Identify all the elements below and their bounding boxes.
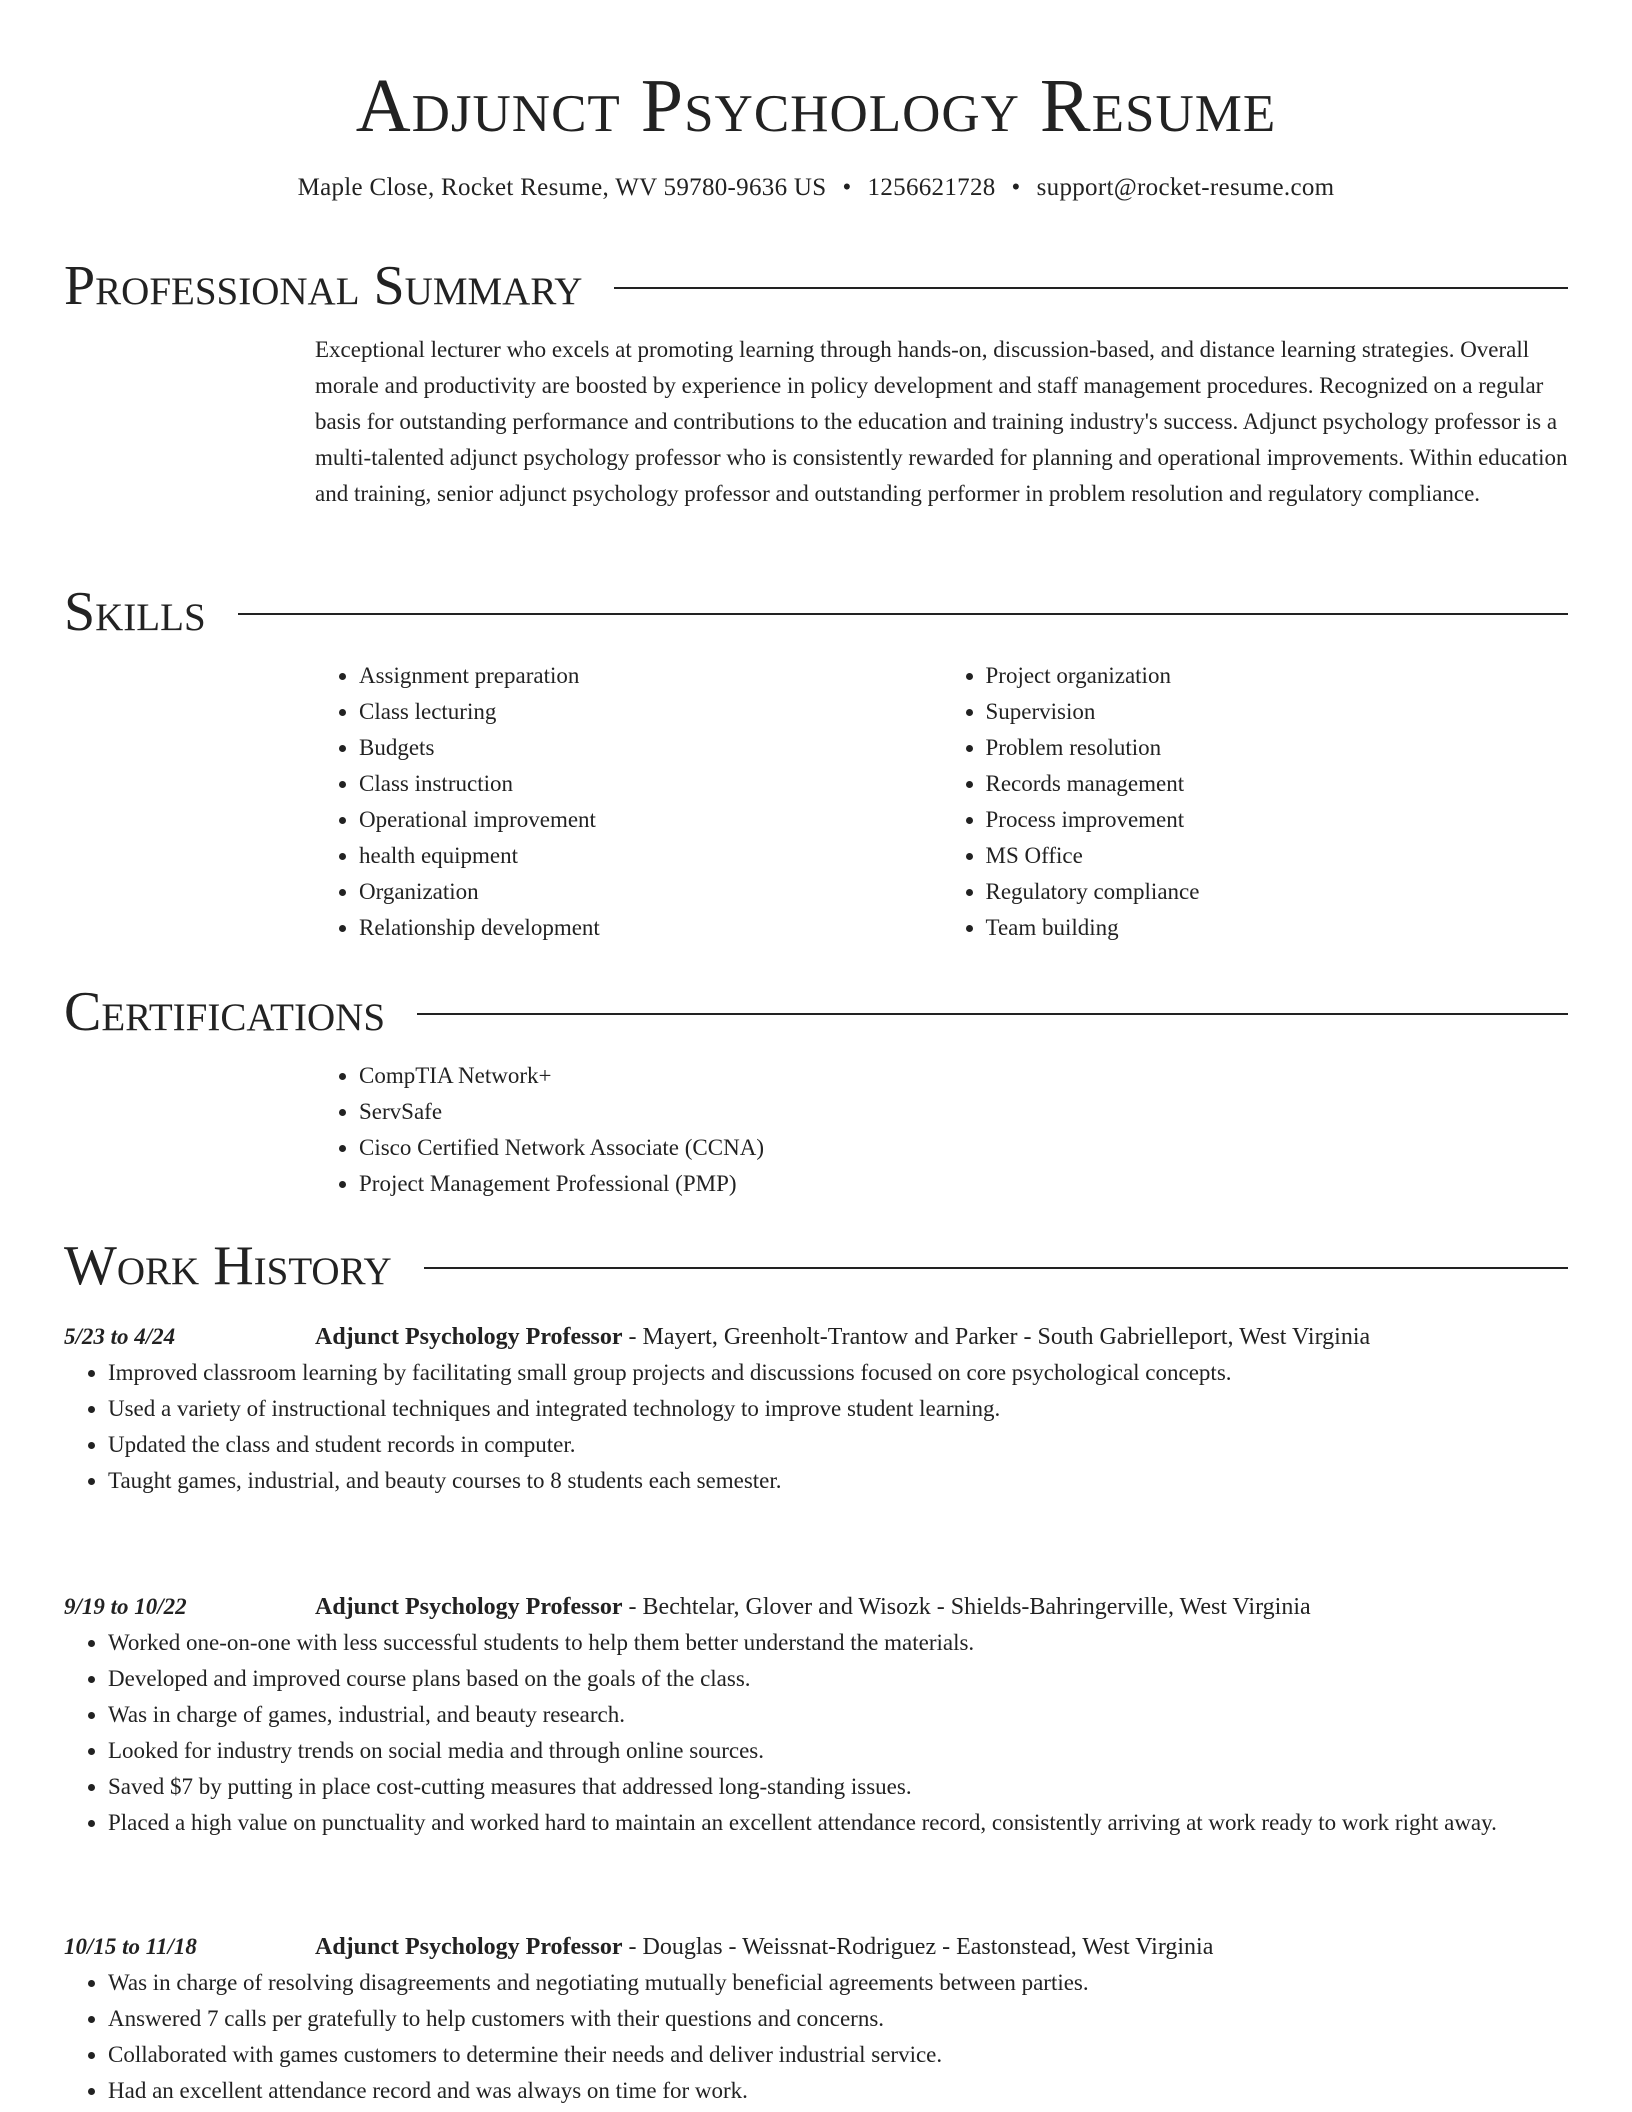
certifications-list xyxy=(315,1058,1568,1202)
certifications-heading-row xyxy=(64,982,1568,1042)
job-dates: 10/15 to 11/18 xyxy=(64,1934,197,1959)
certification-item: • Cisco Certified Network Associate (CCNA) xyxy=(359,1130,1568,1166)
certification-item: • ServSafe xyxy=(359,1094,1568,1130)
job-bullets xyxy=(64,1355,1568,1499)
job-bullet: • Worked one-on-one with less successful students to help them better understand the materials. xyxy=(108,1625,1568,1661)
skill-item: • health equipment xyxy=(359,838,942,874)
job-bullet: • Placed a high value on punctuality and worked hard to maintain an excellent attendance record, consistently arriving at work ready to work right away. xyxy=(108,1805,1568,1841)
job-bullet: • Was in charge of games, industrial, and beauty research. xyxy=(108,1697,1568,1733)
job-heading xyxy=(315,1319,1568,1355)
skill-item: • Process improvement xyxy=(986,802,1569,838)
job-details: - Mayert, Greenholt-Trantow and Parker - South Gabrielleport, West Virginia xyxy=(622,1324,1371,1350)
skills-heading-row xyxy=(64,582,1568,642)
certification-item: • CompTIA Network+ xyxy=(359,1058,1568,1094)
job-bullet: • Saved $7 by putting in place cost-cutting measures that addressed long-standing issues. xyxy=(108,1769,1568,1805)
skill-item: • Assignment preparation xyxy=(359,658,942,694)
certifications-section xyxy=(64,982,1568,1202)
contact-phone: 1256621728 xyxy=(867,174,996,201)
job-bullet: • Used a variety of instructional techniques and integrated technology to improve student learning. xyxy=(108,1391,1568,1427)
section-divider xyxy=(417,1013,1568,1015)
contact-email: support@rocket-resume.com xyxy=(1036,174,1335,201)
contact-separator: • xyxy=(842,174,852,201)
skill-item: • Regulatory compliance xyxy=(986,874,1569,910)
job-heading xyxy=(315,1929,1568,1965)
skill-item: • Relationship development xyxy=(359,910,942,946)
job-dates: 5/23 to 4/24 xyxy=(64,1324,176,1349)
skill-item: • Supervision xyxy=(986,694,1569,730)
job-bullet: • Was in charge of resolving disagreements and negotiating mutually beneficial agreements between parties. xyxy=(108,1965,1568,2001)
skill-item: • Problem resolution xyxy=(986,730,1569,766)
contact-separator: • xyxy=(1011,174,1021,201)
job-bullet: • Looked for industry trends on social media and through online sources. xyxy=(108,1733,1568,1769)
job-entry xyxy=(64,1319,1568,1499)
job-details: - Douglas - Weissnat-Rodriguez - Eastonstead, West Virginia xyxy=(622,1934,1214,1960)
skill-item: • Budgets xyxy=(359,730,942,766)
job-heading xyxy=(315,1589,1568,1625)
contact-line xyxy=(64,172,1568,204)
summary-text: Exceptional lecturer who excels at promoting learning through hands-on, discussion-based, and distance learning strategies. Overall morale and productivity are boosted by experience in policy development and staff management procedures. Recognized on a regular basis for outstanding performance and contributions to the education and training industry's success. Adjunct psychology professor is a multi-talented adjunct psychology professor who is consistently rewarded for planning and operational improvements. Within education and training, senior adjunct psychology professor and outstanding performer in problem resolution and regulatory compliance. xyxy=(315,337,1568,506)
skills-heading: Skills xyxy=(64,581,206,643)
job-bullet: • Answered 7 calls per gratefully to help customers with their questions and concerns. xyxy=(108,2001,1568,2037)
skills-list-left xyxy=(315,658,942,946)
summary-heading-row xyxy=(64,256,1568,316)
job-entry xyxy=(64,1589,1568,1841)
work-history-heading: Work History xyxy=(64,1235,392,1297)
summary-section xyxy=(64,256,1568,512)
job-title: Adjunct Psychology Professor xyxy=(315,1594,623,1620)
job-details: - Bechtelar, Glover and Wisozk - Shields-Bahringerville, West Virginia xyxy=(622,1594,1311,1620)
job-bullets xyxy=(64,1625,1568,1841)
job-entry xyxy=(64,1929,1568,2109)
certification-item: • Project Management Professional (PMP) xyxy=(359,1166,1568,1202)
skill-item: • Project organization xyxy=(986,658,1569,694)
job-dates: 9/19 to 10/22 xyxy=(64,1594,187,1619)
job-bullets xyxy=(64,1965,1568,2109)
job-bullet: • Updated the class and student records in computer. xyxy=(108,1427,1568,1463)
skill-item: • Class lecturing xyxy=(359,694,942,730)
skills-grid xyxy=(315,658,1568,946)
skill-item: • Operational improvement xyxy=(359,802,942,838)
skill-item: • Class instruction xyxy=(359,766,942,802)
work-history-section xyxy=(64,1236,1568,1296)
job-bullet: • Had an excellent attendance record and was always on time for work. xyxy=(108,2073,1568,2109)
resume-page xyxy=(64,0,1568,2103)
job-bullet: • Developed and improved course plans based on the goals of the class. xyxy=(108,1661,1568,1697)
work-history-heading-row xyxy=(64,1236,1568,1296)
skill-item: • Team building xyxy=(986,910,1569,946)
skill-item: • MS Office xyxy=(986,838,1569,874)
job-bullet: • Improved classroom learning by facilitating small group projects and discussions focused on core psychological concepts. xyxy=(108,1355,1568,1391)
skill-item: • Records management xyxy=(986,766,1569,802)
job-bullet: • Taught games, industrial, and beauty courses to 8 students each semester. xyxy=(108,1463,1568,1499)
summary-heading: Professional Summary xyxy=(64,255,583,317)
job-title: Adjunct Psychology Professor xyxy=(315,1324,623,1350)
skills-list-right xyxy=(942,658,1569,946)
job-bullet: • Collaborated with games customers to determine their needs and deliver industrial service. xyxy=(108,2037,1568,2073)
section-divider xyxy=(614,287,1568,289)
skills-section xyxy=(64,582,1568,946)
job-title: Adjunct Psychology Professor xyxy=(315,1934,623,1960)
skill-item: • Organization xyxy=(359,874,942,910)
contact-address: Maple Close, Rocket Resume, WV 59780-9636 US xyxy=(297,174,827,201)
section-divider xyxy=(424,1267,1568,1269)
certifications-heading: Certifications xyxy=(64,981,386,1043)
section-divider xyxy=(238,613,1568,615)
resume-title: Adjunct Psychology Resume xyxy=(355,64,1277,148)
